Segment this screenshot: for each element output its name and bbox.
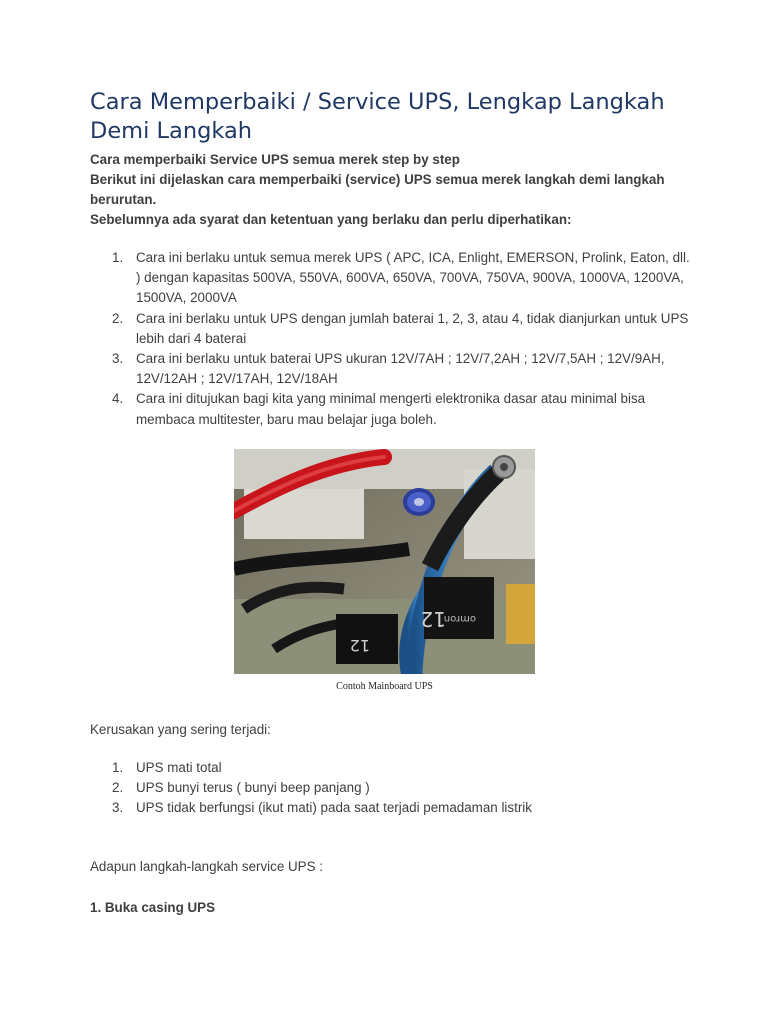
figure-caption: Contoh Mainboard UPS [336, 681, 433, 692]
list-text: UPS bunyi terus ( bunyi beep panjang ) [136, 780, 370, 796]
conditions-list [90, 248, 690, 430]
page-title: Cara Memperbaiki / Service UPS, Lengkap Langkah Demi Langkah [90, 89, 665, 144]
list-text: Cara ini ditujukan bagi kita yang minimal mengerti elektronika dasar atau minimal bisa membaca multitester, baru mau belajar juga boleh. [136, 391, 646, 427]
list-number: 2. [112, 310, 124, 326]
intro-conditions-heading: Sebelumnya ada syarat dan ketentuan yang berlaku dan perlu diperhatikan: [90, 212, 572, 227]
list-item [90, 758, 690, 778]
relay-number-label-second: 12 [349, 636, 370, 655]
list-item [90, 349, 690, 389]
list-item [90, 778, 690, 798]
steps-intro: Adapun langkah-langkah service UPS : [90, 859, 323, 874]
list-number: 3. [112, 351, 124, 367]
list-number: 1. [112, 760, 124, 775]
list-text: Cara ini berlaku untuk UPS dengan jumlah baterai 1, 2, 3, atau 4, tidak dianjurkan untuk UPS lebih dari 4 baterai [136, 310, 689, 346]
list-number: 1. [112, 250, 124, 265]
list-number: 4. [112, 391, 124, 407]
list-item [90, 248, 690, 309]
list-number: 2. [112, 780, 124, 796]
list-item [90, 389, 690, 429]
intro-description: Berikut ini dijelaskan cara memperbaiki (service) UPS semua merek langkah demi langkah berurutan. [90, 172, 665, 207]
ups-mainboard-photo [234, 449, 535, 674]
step-1-heading: 1. Buka casing UPS [90, 900, 216, 915]
list-item [90, 309, 690, 349]
relay-brand-label: omron [443, 613, 476, 624]
list-number: 3. [112, 800, 124, 816]
list-item [90, 798, 690, 818]
intro-subtitle: Cara memperbaiki Service UPS semua merek step by step [90, 152, 460, 167]
list-text: Cara ini berlaku untuk baterai UPS ukuran 12V/7AH ; 12V/7,2AH ; 12V/7,5AH ; 12V/9AH, 12V/12AH ; 12V/17AH, 12V/18AH [136, 351, 665, 387]
damage-list [90, 758, 690, 819]
relay-number-label: 12 [420, 607, 446, 631]
damage-intro: Kerusakan yang sering terjadi: [90, 722, 271, 737]
list-text: UPS mati total [136, 760, 222, 775]
list-text: UPS tidak berfungsi (ikut mati) pada saat terjadi pemadaman listrik [136, 800, 532, 816]
list-text: Cara ini berlaku untuk semua merek UPS ( APC, ICA, Enlight, EMERSON, Prolink, Eaton, dll. ) dengan kapasitas 500VA, 550VA, 600VA, 650VA, 700VA, 750VA, 900VA, 1000VA, 1200VA, 1500VA, 2000VA [136, 250, 690, 306]
